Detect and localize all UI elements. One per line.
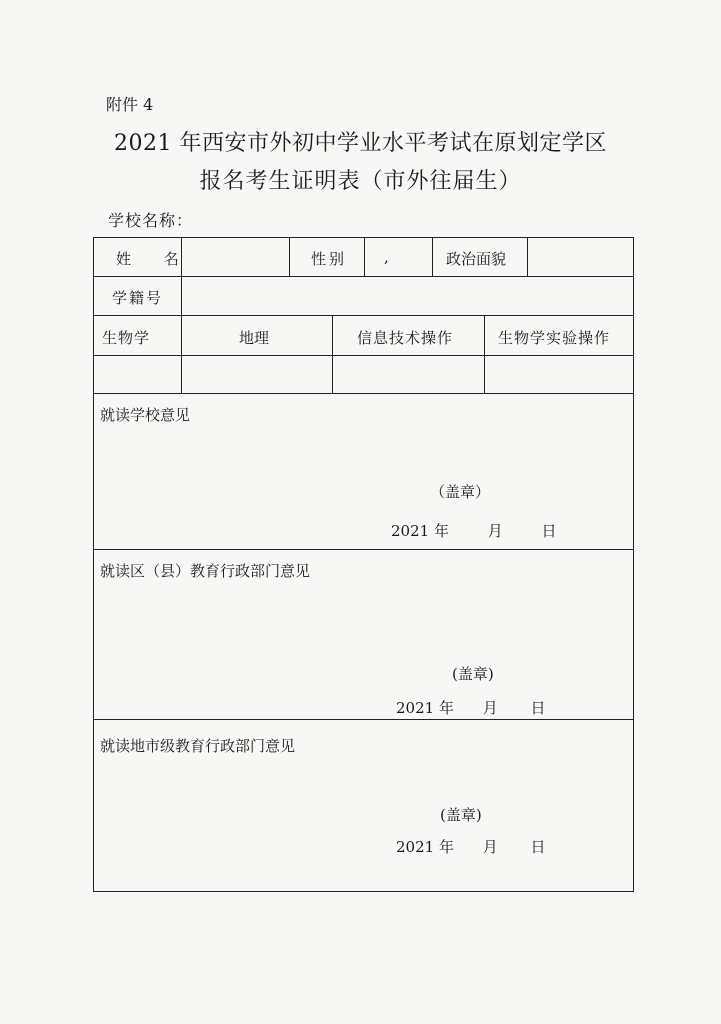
gender-value: ,	[384, 248, 389, 266]
col-divider	[181, 276, 182, 315]
section-divider	[94, 549, 633, 550]
date-year: 2021 年	[396, 838, 454, 856]
gender-label: 性别	[311, 250, 348, 268]
title-line-2: 报名考生证明表（市外往届生）	[199, 169, 522, 194]
city-stamp: (盖章)	[440, 806, 482, 824]
school-stamp: （盖章）	[430, 483, 491, 501]
subject-it-operation: 信息技术操作	[357, 329, 454, 347]
row-divider	[94, 276, 633, 277]
col-divider	[181, 315, 182, 393]
col-divider	[527, 238, 528, 276]
name-label: 姓 名	[116, 250, 193, 268]
city-date	[396, 836, 546, 857]
date-year: 2021 年	[391, 522, 449, 540]
col-divider	[432, 238, 433, 276]
date-day: 日	[530, 699, 546, 717]
col-divider	[289, 238, 290, 276]
district-opinion-title: 就读区（县）教育行政部门意见	[100, 562, 311, 580]
attachment-number: 附件 4	[106, 95, 154, 114]
date-day: 日	[541, 522, 557, 540]
row-divider	[94, 315, 633, 316]
student-id-label: 学籍号	[112, 289, 164, 307]
district-stamp: (盖章)	[452, 665, 494, 683]
school-name-label: 学校名称：	[108, 211, 194, 230]
subject-biology: 生物学	[102, 329, 151, 347]
date-month: 月	[482, 699, 498, 717]
col-divider	[364, 238, 365, 276]
district-date	[396, 697, 546, 718]
date-month: 月	[482, 838, 498, 856]
col-divider	[332, 315, 333, 393]
subject-biology-lab: 生物学实验操作	[498, 329, 611, 347]
row-divider	[94, 355, 633, 356]
title-line-1: 2021 年西安市外初中学业水平考试在原划定学区	[114, 131, 607, 156]
city-opinion-title: 就读地市级教育行政部门意见	[100, 737, 296, 755]
row-divider	[94, 393, 633, 394]
certificate-form-table	[93, 237, 634, 892]
political-status-label: 政治面貌	[446, 250, 507, 268]
subject-geography: 地理	[239, 329, 270, 347]
date-day: 日	[530, 838, 546, 856]
col-divider	[484, 315, 485, 393]
school-date	[391, 520, 557, 541]
date-month: 月	[487, 522, 503, 540]
school-opinion-title: 就读学校意见	[100, 406, 191, 424]
section-divider	[94, 719, 633, 720]
date-year: 2021 年	[396, 699, 454, 717]
